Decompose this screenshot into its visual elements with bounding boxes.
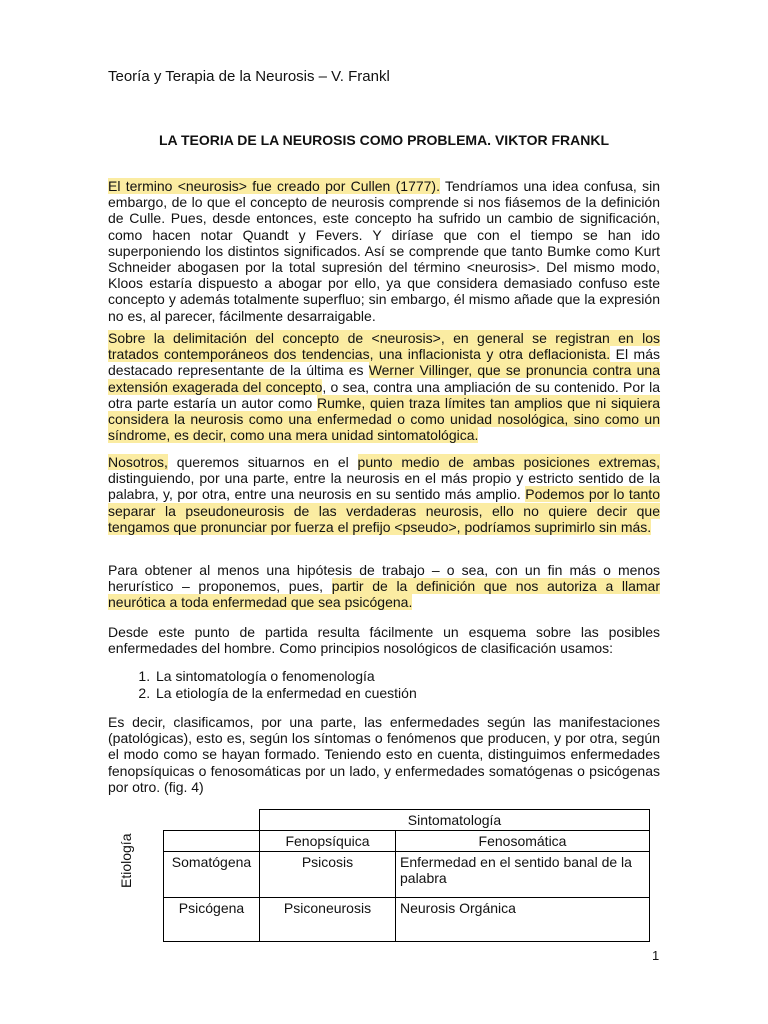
paragraph-1-text: Tendríamos una idea confusa, sin embargo, de lo que el concepto de neurosis comprende si nos fiásemos de la definición de Culle. Pues, desde entonces, este concepto ha sufrido un cambio de significación, como hacen notar Quandt y Fevers. Y diríase que con el tiempo se han ido superponiendo los distintos significados. Así se comprende que tanto Bumke como Kurt Schneider abogasen por la total supresión del término <neurosis>. Del mismo modo, Kloos estaría dispuesto a abogar por ello, ya que considera demasiado confuso este concepto y además totalmente superfluo; sin embargo, él mismo añade que la expresión no es, al parecer, fácilmente desarraigable. [108,178,660,324]
highlight-2c: Rumke, quien traza límites tan amplios que ni siquiera considera la neurosis como una enfermedad o como unidad nosológica, sino como un síndrome, es decir, como una mera unidad sintomatológica. [108,394,661,444]
highlight-3a: Nosotros, [108,454,168,470]
table-empty-cell [164,831,260,852]
paragraph-6: Es decir, clasificamos, por una parte, las enfermedades según las manifestaciones (patológicas), esto es, según los síntomas o fenómenos que producen, y por otra, según el modo como se hayan formado. Teniendo esto en cuenta, distinguimos enfermedades fenopsíquicas o fenosomáticas por un lado, y enfermedades somatógenas o psicógenas por otro. (fig. 4) [108,714,660,795]
paragraph-2-text-a: El más destacado representante de la última es [108,346,660,379]
highlight-2a: Sobre la delimitación del concepto de <neurosis>, en general se registran en los tratados contemporáneos dos tendencias, una inflacionista y otra deflacionista. [108,330,660,363]
table-row [164,852,650,898]
col-axis-header: Sintomatología [260,810,650,831]
table-cell: Neurosis Orgánica [396,898,650,942]
classification-table [163,809,650,942]
row-header-somatogena: Somatógena [164,852,260,898]
highlight-4: partir de la definición que nos autoriza a llamar neurótica a toda enfermedad que sea psicógena. [108,578,660,611]
list-item: 2. La etiología de la enfermedad en cuestión [154,685,674,702]
row-header-psicogena: Psicógena [164,898,260,942]
paragraph-4-text: Para obtener al menos una hipótesis de trabajo – o sea, con un fin más o menos herurístico – proponemos, pues, [108,562,660,595]
document-header: Teoría y Terapia de la Neurosis – V. Frankl [108,68,390,85]
table-row [164,810,650,831]
highlight-3c: Podemos por lo tanto separar la pseudoneurosis de las verdaderas neurosis, ello no quiere decir que tengamos que pronunciar por fuerza el prefijo <pseudo>, podríamos suprimirlo sin más. [108,486,660,535]
paragraph-2-text-b: , o sea, contra una ampliación de su contenido. Por la otra parte estaría un autor como [108,378,660,411]
paragraph-3-text-a: queremos situarnos en el [167,454,358,470]
table-empty-corner [164,810,260,831]
paragraph-5: Desde este punto de partida resulta fácilmente un esquema sobre las posibles enfermedades del hombre. Como principios nosológicos de clasificación usamos: [108,624,660,657]
paragraph-3 [108,454,660,535]
highlight-2b: Werner Villinger, que se pronuncia contra una extensión exagerada del concepto [108,362,660,395]
paragraph-1 [108,178,660,324]
list-item: 1. La sintomatología o fenomenología [154,668,674,685]
table-cell: Enfermedad en el sentido banal de la palabra [396,852,650,898]
classification-list [108,668,674,701]
paragraph-4 [108,562,660,611]
highlight-1: El termino <neurosis> fue creado por Cullen (1777). [108,178,440,194]
paragraph-3-text-b: distinguiendo, por una parte, entre la neurosis en el más propio y estricto sentido de la palabra, y, por otra, entre una neurosis en su sentido más amplio. [108,470,660,503]
table-cell: Psiconeurosis [260,898,396,942]
table-row [164,831,650,852]
col-header-fenopsiquica: Fenopsíquica [260,831,396,852]
highlight-3b: punto medio de ambas posiciones extremas, [357,454,660,470]
document-title: LA TEORIA DE LA NEUROSIS COMO PROBLEMA. VIKTOR FRANKL [158,132,610,148]
table-row [164,898,650,942]
etiologia-axis-label: Etiología [118,833,134,888]
col-header-fenosomatica: Fenosomática [396,831,650,852]
page-number: 1 [652,948,660,963]
paragraph-2 [108,330,660,443]
table-cell: Psicosis [260,852,396,898]
